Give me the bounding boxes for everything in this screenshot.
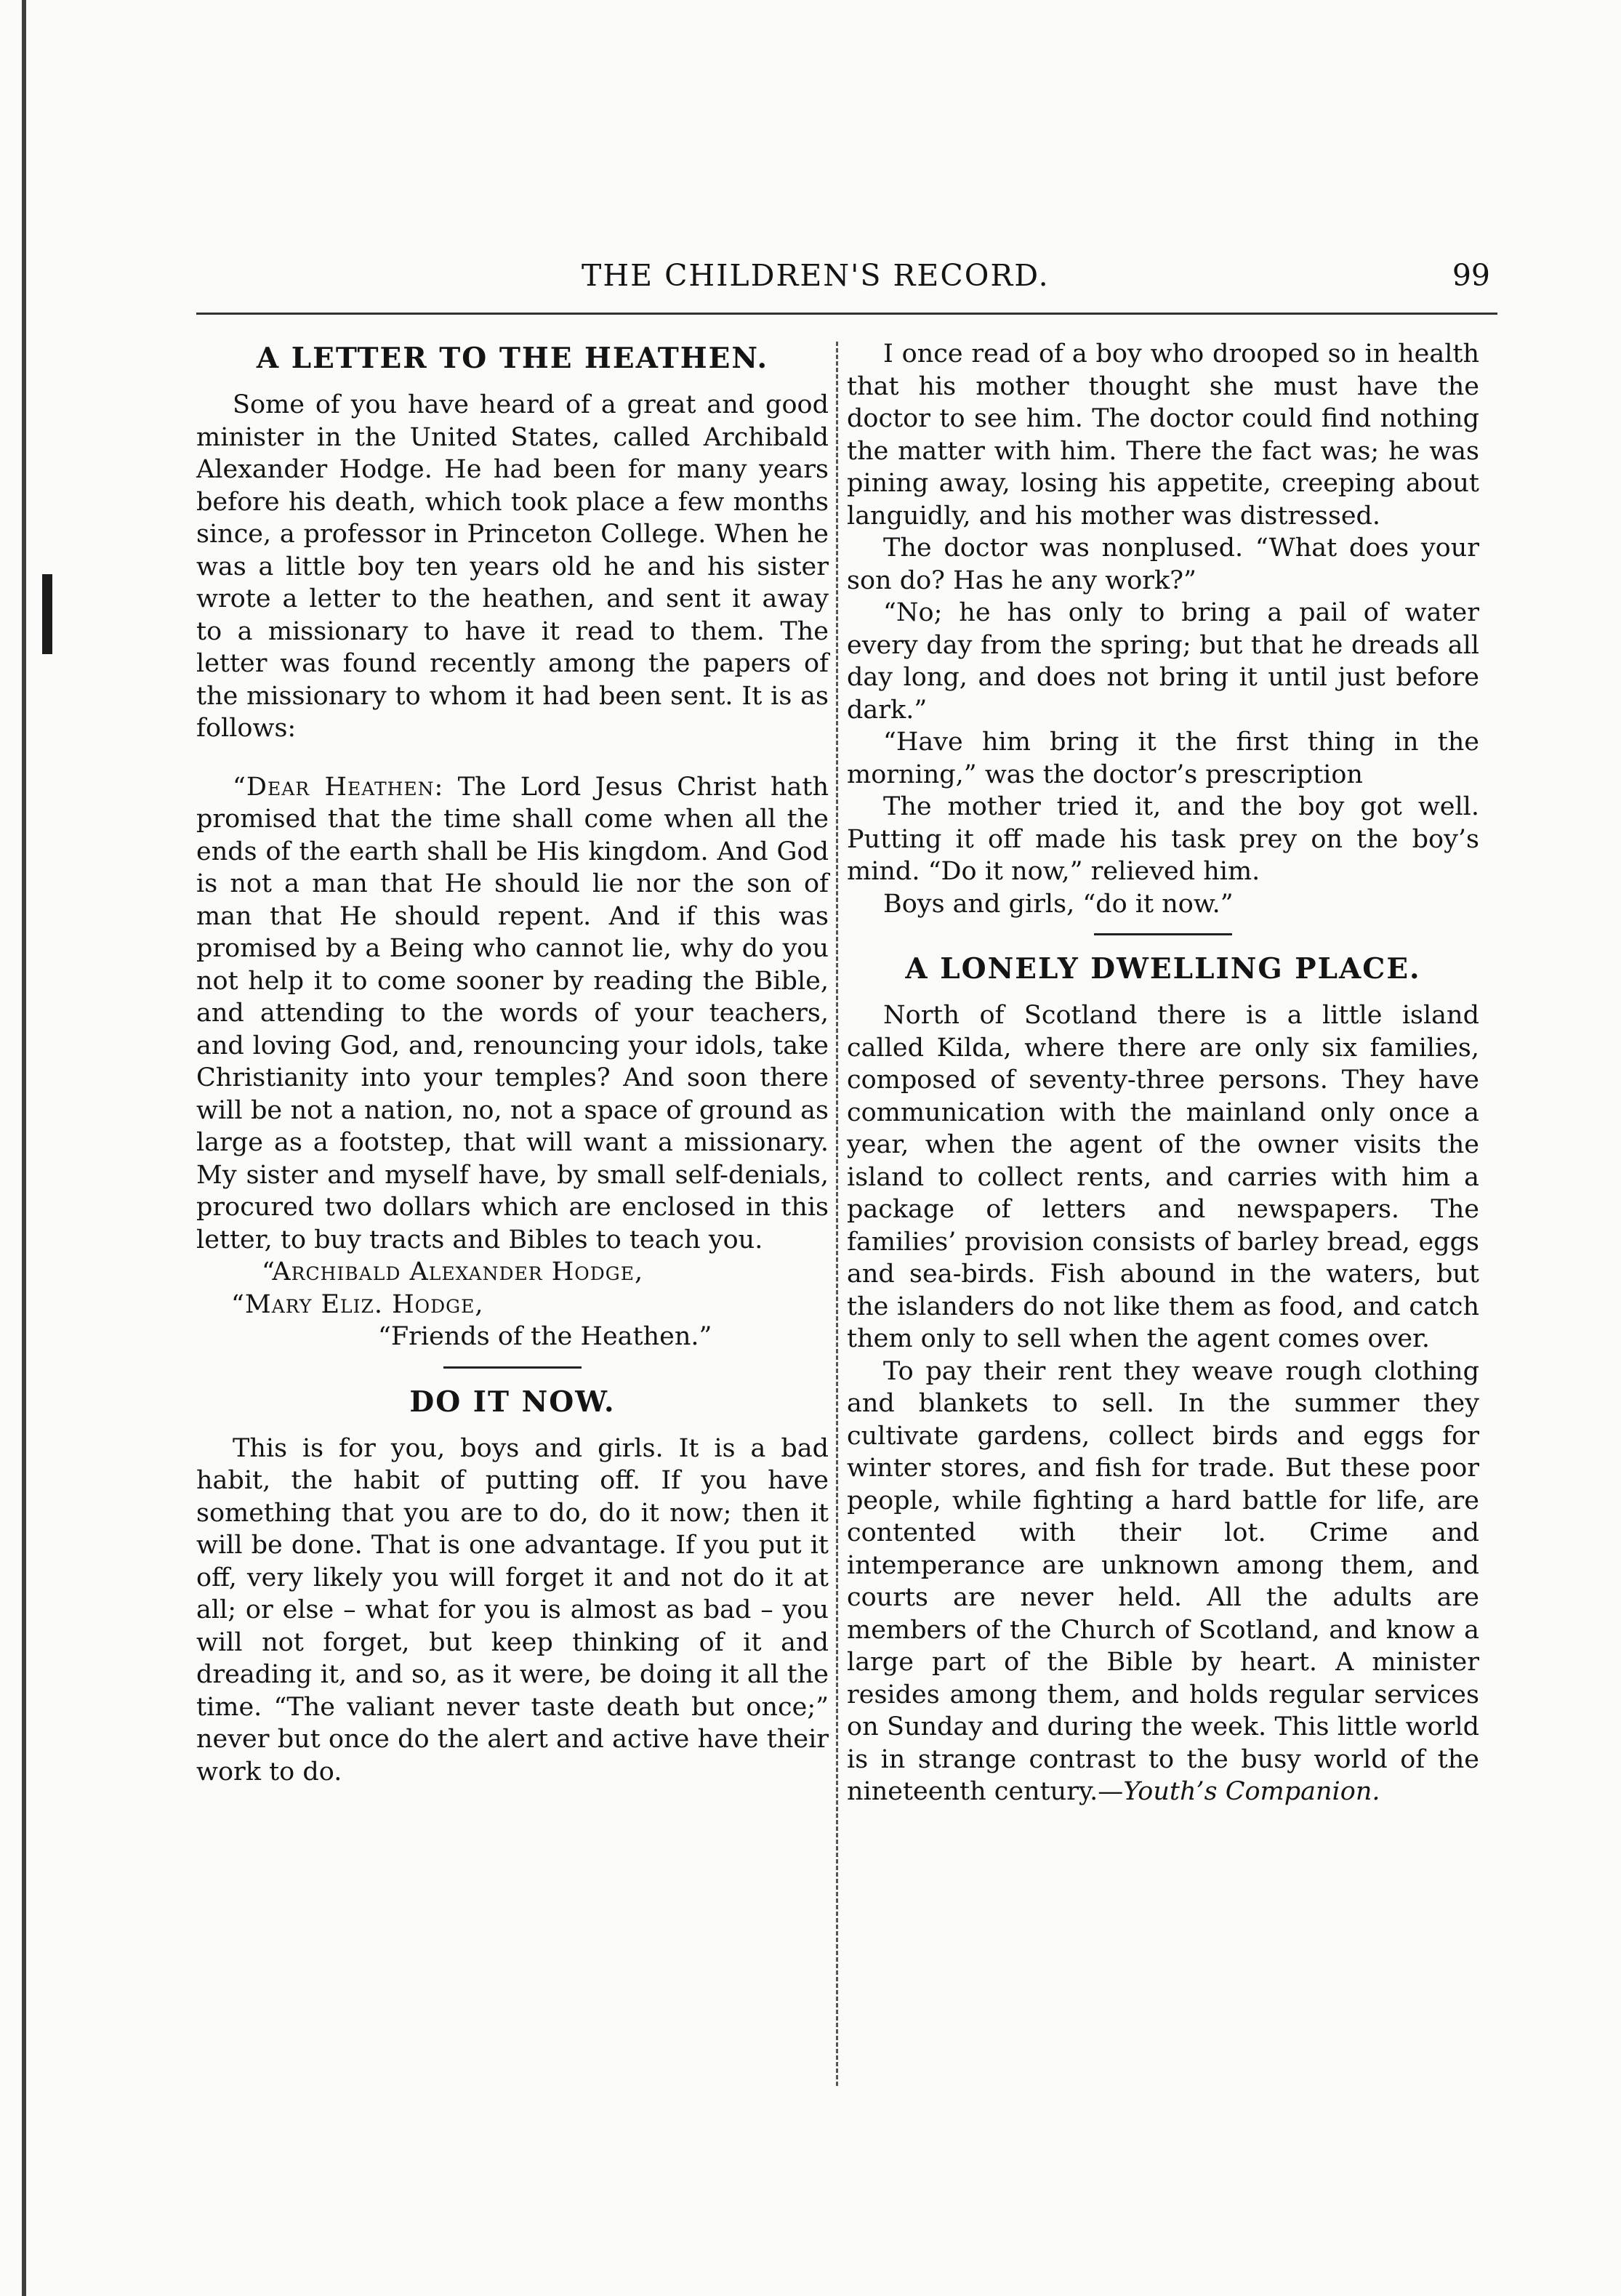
signature-line: “Mary Eliz. Hodge,: [231, 1289, 484, 1319]
article-lonely-dwelling-place: [847, 948, 1479, 1808]
left-column: [196, 338, 829, 1788]
article-heading: A LONELY DWELLING PLACE.: [905, 952, 1421, 986]
article-paragraph: The mother tried it, and the boy got well. Putting it off made his task prey on the boy’s mind. “Do it now,” relieved him.: [847, 792, 1479, 886]
article-heading: A LETTER TO THE HEATHEN.: [256, 342, 769, 375]
header-rule: [196, 313, 1497, 315]
right-column: [847, 338, 1479, 1808]
article-heading: DO IT NOW.: [409, 1385, 616, 1419]
article-paragraph: Boys and girls, “do it now.”: [883, 889, 1234, 919]
column-divider: [836, 342, 838, 2086]
article-paragraph: Some of you have heard of a great and good minister in the United States, called Archibald Alexander Hodge. He had been for many years before his death, which took place a few months since, a professor in Princeton College. When he was a little boy ten years old he and his sister wrote a letter to the heathen, and sent it away to a missionary to have it read to them. The letter was found recently among the papers of the missionary to whom it had been sent. It is as follows:: [196, 390, 829, 743]
signature-line: “Archibald Alexander Hodge,: [262, 1257, 644, 1286]
article-paragraph: North of Scotland there is a little island called Kilda, where there are only six families, composed of seventy-three persons. They have communication with the mainland only once a year, when the agent of the owner visits the island to collect rents, and carries with him a package of letters and newspapers. The families’ provision consists of barley bread, eggs and sea-birds. Fish abound in the waters, but the islanders do not like them as food, and catch them only to sell when the agent comes over.: [847, 1001, 1479, 1353]
page-number: 99: [1452, 258, 1490, 293]
article-source: Youth’s Companion.: [1123, 1777, 1380, 1806]
running-title: THE CHILDREN'S RECORD.: [582, 258, 1050, 293]
article-text: To pay their rent they weave rough clothing and blankets to sell. In the summer they cultivate gardens, collect birds and eggs for winter stores, and fish for trade. But these poor people, while fighting a hard battle for life, are contented with their lot. Crime and intemperance are unknown among them, and courts are never held. All the adults are members of the Church of Scotland, and know a large part of the Bible by heart. A minister resides among them, and holds regular services on Sunday and during the week. This little world is in strange contrast to the busy world of the nineteenth century.—: [847, 1356, 1479, 1806]
article-paragraph: I once read of a boy who drooped so in health that his mother thought she must have the doctor to see him. The doctor could find nothing the matter with him. There the fact was; he was pining away, losing his appetite, creeping about languidly, and his mother was distressed.: [847, 339, 1479, 531]
letter-salutation: “Dear Heathen:: [233, 772, 444, 802]
article-do-it-now-continued: [847, 338, 1479, 920]
article-paragraph: “Have him bring it the first thing in the morning,” was the doctor’s prescription: [847, 728, 1479, 789]
article-letter-to-heathen: [196, 338, 829, 1353]
letter-body: The Lord Jesus Christ hath promised that the time shall come when all the ends of the earth shall be His kingdom. And God is not a man that He should lie nor the son of man that He should repent. And if this was promised by a Being who cannot lie, why do you not help it to come sooner by reading the Bible, and attending to the words of your teachers, and loving God, and, renouncing your idols, take Christianity into your temples? And soon there will be not a nation, no, not a space of ground as large as a footstep, that will want a missionary. My sister and myself have, by small self-denials, procured two dollars which are enclosed in this letter, to buy tracts and Bibles to teach you.: [196, 772, 829, 1254]
article-paragraph: This is for you, boys and girls. It is a bad habit, the habit of putting off. If you have something that you are to do, do it now; then it will be done. That is one advantage. If you put it off, very likely you will forget it and not do it at all; or else – what for you is almost as bad – you will not forget, but keep thinking of it and dreading it, and so, as it were, be doing it all the time. “The valiant never taste death but once;” never but once do the alert and active have their work to do.: [196, 1433, 829, 1787]
article-do-it-now: [196, 1382, 829, 1789]
article-paragraph: The doctor was nonplused. “What does your son do? Has he any work?”: [847, 533, 1479, 595]
article-paragraph: “No; he has only to bring a pail of water every day from the spring; but that he dreads all day long, and does not bring it until just before dark.”: [847, 598, 1479, 725]
binding-mark: [42, 574, 52, 654]
signature-line: “Friends of the Heathen.”: [378, 1322, 712, 1351]
article-paragraph: [847, 1356, 1479, 1808]
running-header: [196, 258, 1497, 294]
page-spine-shadow: [22, 0, 26, 2296]
letter-paragraph: [196, 771, 829, 1257]
section-separator: [443, 1366, 582, 1369]
section-separator: [1094, 933, 1232, 935]
